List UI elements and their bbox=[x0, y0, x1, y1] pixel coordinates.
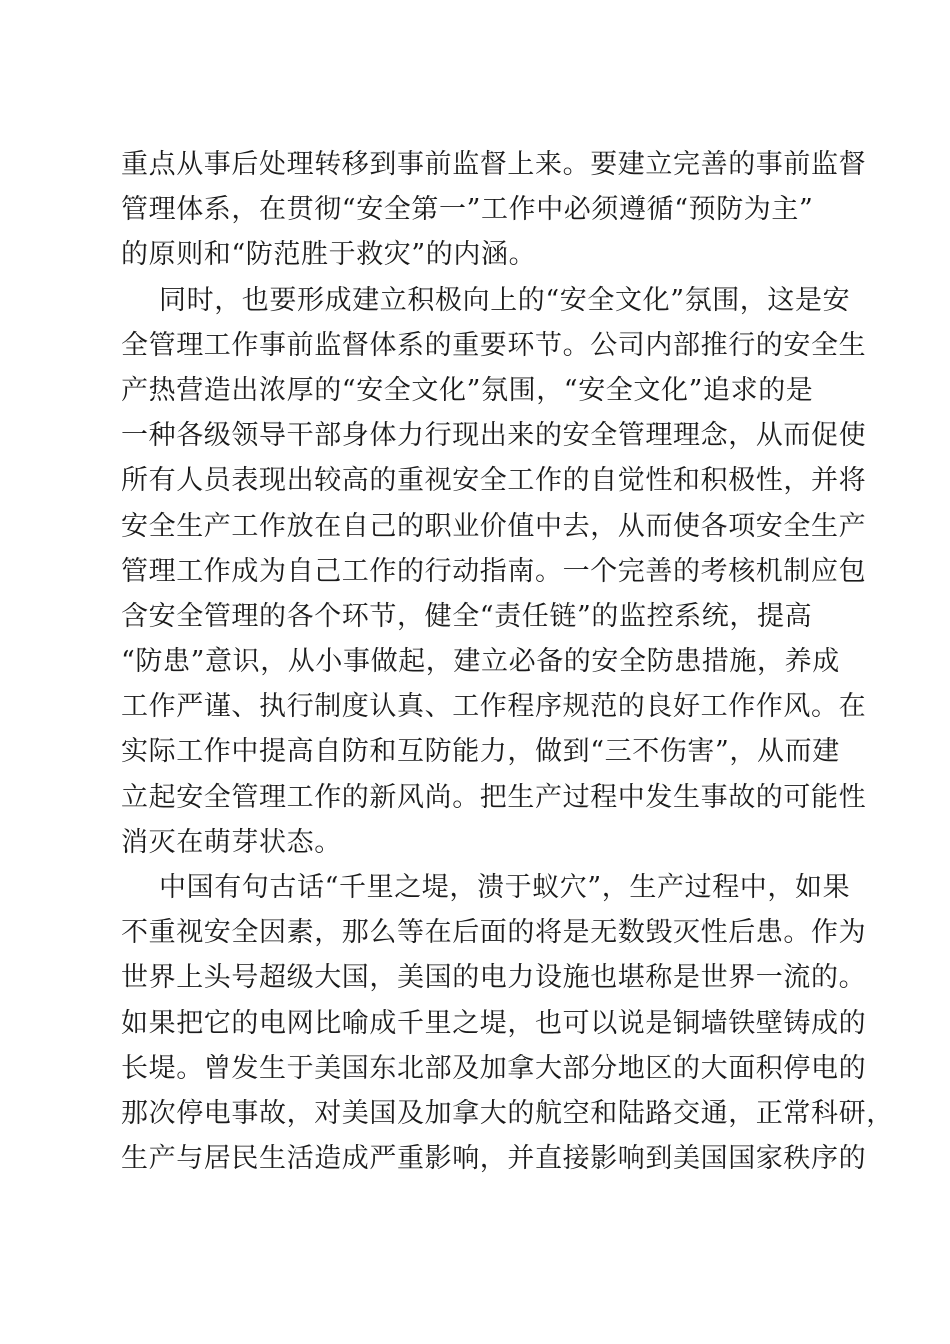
text-line: 一种各级领导干部身体力行现出来的安全管理理念，从而促使 bbox=[121, 420, 867, 452]
text-line: 所有人员表现出较高的重视安全工作的自觉性和积极性，并将 bbox=[121, 465, 867, 497]
text-line: “防患”意识，从小事做起，建立必备的安全防患措施，养成 bbox=[121, 646, 840, 678]
text-line: 消灭在萌芽状态。 bbox=[121, 826, 342, 858]
text-line: 如果把它的电网比喻成千里之堤，也可以说是铜墙铁壁铸成的 bbox=[121, 1007, 867, 1039]
text-line: 管理工作成为自己工作的行动指南。一个完善的考核机制应包 bbox=[121, 555, 867, 587]
text-line: 不重视安全因素，那么等在后面的将是无数毁灭性后患。作为 bbox=[121, 917, 867, 949]
text-line: 的原则和“防范胜于救灾”的内涵。 bbox=[121, 239, 537, 271]
text-line: 长堤。曾发生于美国东北部及加拿大部分地区的大面积停电的 bbox=[121, 1052, 867, 1084]
text-line: 那次停电事故，对美国及加拿大的航空和陆路交通，正常科研， bbox=[121, 1097, 894, 1129]
paragraph-start-line: 同时，也要形成建立积极向上的“安全文化”氛围，这是安 bbox=[159, 284, 851, 316]
text-line: 管理体系，在贯彻“安全第一”工作中必须遵循“预防为主” bbox=[121, 194, 814, 226]
text-line: 全管理工作事前监督体系的重要环节。公司内部推行的安全生 bbox=[121, 329, 867, 361]
text-line: 工作严谨、执行制度认真、工作程序规范的良好工作作风。在 bbox=[121, 691, 867, 723]
text-line: 生产与居民生活造成严重影响，并直接影响到美国国家秩序的 bbox=[121, 1143, 867, 1175]
text-line: 立起安全管理工作的新风尚。把生产过程中发生事故的可能性 bbox=[121, 781, 867, 813]
text-line: 安全生产工作放在自己的职业价值中去，从而使各项安全生产 bbox=[121, 510, 867, 542]
text-line: 世界上头号超级大国，美国的电力设施也堪称是世界一流的。 bbox=[121, 962, 867, 994]
text-line: 实际工作中提高自防和互防能力，做到“三不伤害”，从而建 bbox=[121, 736, 840, 768]
body-text bbox=[121, 142, 894, 1181]
text-line: 含安全管理的各个环节，健全“责任链”的监控系统，提高 bbox=[121, 600, 813, 632]
text-line: 重点从事后处理转移到事前监督上来。要建立完善的事前监督 bbox=[121, 149, 867, 180]
text-line: 产热营造出浓厚的“安全文化”氛围，“安全文化”追求的是 bbox=[121, 374, 814, 406]
paragraph-start-line: 中国有句古话“千里之堤，溃于蚁穴”，生产过程中，如果 bbox=[159, 872, 851, 903]
